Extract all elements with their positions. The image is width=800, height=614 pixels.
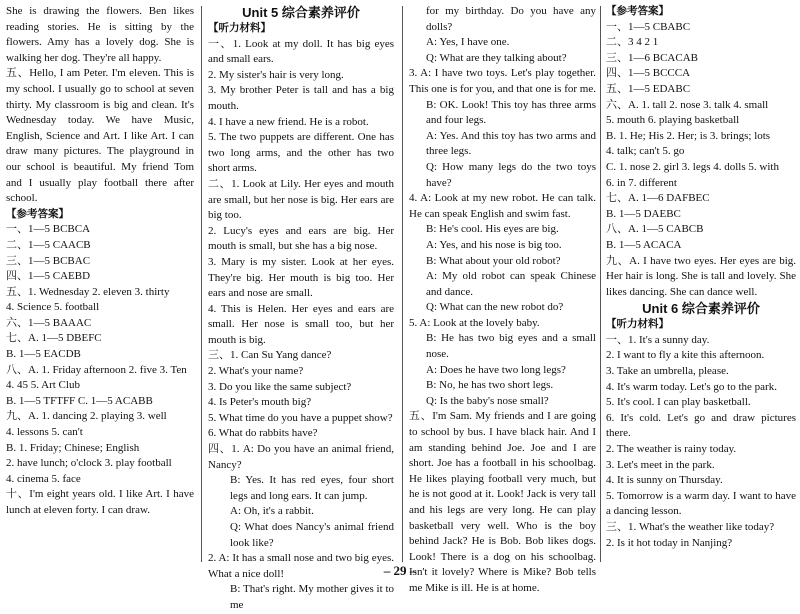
answer-line: 九、A. 1. dancing 2. playing 3. well xyxy=(6,410,167,423)
paragraph-peter: 五、Hello, I am Peter. I'm eleven. This is my school. I usually go to school at seven thirty. My classroom is big and clean. It's Wednesday today. We have Music, English, Science and Art. I like Art. I can draw many pictures. The playground in our school is beautiful. My friend Tom and I usually play football there after school. xyxy=(6,67,194,205)
dialogue-line: B: OK. Look! This toy has three arms and four legs. xyxy=(426,98,596,127)
dialogue-line: for my birthday. Do you have any dolls? xyxy=(426,5,596,33)
listening-line: 5. The two puppets are different. One has two long arms, and the other has two short arms. xyxy=(208,131,394,175)
page-number: – 29 – xyxy=(383,563,417,578)
listening-line: 2. Lucy's eyes and ears are big. Her mouth is small, but she has a big nose. xyxy=(208,224,394,253)
answer-line: 二、3 4 2 1 xyxy=(606,36,659,49)
answer-line: 一、1—5 BCBCA xyxy=(6,223,91,236)
dialogue-line: B: No, he has two short legs. xyxy=(426,379,554,392)
listening-line: 二、1. Look at Lily. Her eyes and mouth are small, but her nose is big. Her ears are big too. xyxy=(208,177,394,222)
answer-line: 九、A. I have two eyes. Her eyes are big. Her hair is long. She is tall and lovely. She likes dancing. She can dance well. xyxy=(606,254,796,298)
answer-line: C. 1. nose 2. girl 3. legs 4. dolls 5. with xyxy=(606,160,779,173)
listening-line: 3. Do you like the same subject? xyxy=(208,380,352,393)
listening-line: 一、1. It's a sunny day. xyxy=(606,333,710,346)
answer-line: 4. Science 5. football xyxy=(6,301,100,314)
answer-line: 三、1—6 BCACAB xyxy=(606,51,698,64)
dialogue-line: Q: How many legs do the two toys have? xyxy=(426,160,596,189)
answer-line: 2. have lunch; o'clock 3. play football xyxy=(6,457,172,470)
answer-line: B. 1. He; His 2. Her; is 3. brings; lots xyxy=(606,129,771,142)
listening-line: 四、1. A: Do you have an animal friend, Nancy? xyxy=(208,443,394,471)
listening-line: 4. It's warm today. Let's go to the park. xyxy=(606,380,777,393)
listening-line: 4. This is Helen. Her eyes and ears are small. Her nose is small too, but her mouth is big. xyxy=(208,302,394,346)
dialogue-line: A: Does he have two long legs? xyxy=(426,363,566,376)
listening-line: 4. It is sunny on Thursday. xyxy=(606,474,723,487)
answer-line: 一、1—5 CBABC xyxy=(606,20,691,33)
answer-line: 三、1—5 BCBAC xyxy=(6,254,91,267)
listening-line: Q: What does Nancy's animal friend look like? xyxy=(230,521,394,549)
listening-line: 三、1. Can Su Yang dance? xyxy=(208,349,332,362)
answer-line: 六、1—5 BAAAC xyxy=(6,316,92,329)
listening-line: 3. Take an umbrella, please. xyxy=(606,365,729,378)
listening-line: 3. My brother Peter is tall and has a big mouth. xyxy=(208,84,394,112)
dialogue-line: B: He has two big eyes and a small nose. xyxy=(426,332,596,361)
answer-line: 五、1—5 EDABC xyxy=(606,82,691,95)
dialogue-line: A: Yes, and his nose is big too. xyxy=(426,238,562,251)
listening-line: B: That's right. My mother gives it to me xyxy=(230,583,394,611)
answer-line: 4. talk; can't 5. go xyxy=(606,145,685,158)
listening-line: A: Oh, it's a rabbit. xyxy=(230,505,314,518)
paragraph-sam: 五、I'm Sam. My friends and I are going to school by bus. I have black hair. And I am standing behind Joe. Joe and I are short. Joe has a football in his schoolbag. He likes playing football very much, but he is not good at it. Look! Jack is very tall and his legs are very long. He can play basketball very well. Who is the boy behind Jack? He is Bob. Bob likes dogs. Look! There is a dog on his schoolbag. Isn't it lovely? Where is Mike? Bob tells me Mike is ill. He is at home. xyxy=(409,410,596,594)
listening-line: 6. It's cold. Let's go and draw pictures there. xyxy=(606,411,796,440)
column-2 xyxy=(208,4,394,614)
answer-line: 二、1—5 CAACB xyxy=(6,238,91,251)
answer-line: 十、I'm eight years old. I like Art. I have lunch at eleven forty. I can draw. xyxy=(6,488,194,516)
dialogue-line: 5. A: Look at the lovely baby. xyxy=(409,316,540,329)
listening-line: 三、1. What's the weather like today? xyxy=(606,521,775,533)
dialogue-line: A: Yes. And this toy has two arms and three legs. xyxy=(426,129,596,158)
dialogue-line: B: He's cool. His eyes are big. xyxy=(426,223,559,236)
listening-line: 5. Tomorrow is a warm day. I want to have a dancing lesson. xyxy=(606,489,796,518)
dialogue-line: B: What about your old robot? xyxy=(426,254,561,267)
listening-line: 2. My sister's hair is very long. xyxy=(208,68,344,81)
listening-heading: 【听力材料】 xyxy=(606,318,669,331)
column-1 xyxy=(6,4,194,519)
listening-line: 4. Is Peter's mouth big? xyxy=(208,396,312,409)
answer-line: B. 1—5 DAEBC xyxy=(606,207,681,220)
listening-line: 4. I have a new friend. He is a robot. xyxy=(208,115,369,128)
dialogue-line: A: My old robot can speak Chinese and dance. xyxy=(426,270,596,298)
answer-line: 五、1. Wednesday 2. eleven 3. thirty xyxy=(6,285,170,298)
listening-line: 3. Let's meet in the park. xyxy=(606,458,715,471)
paragraph-drawing: She is drawing the flowers. Ben likes reading stories. He is sitting by the flowers. Amy has a lovely dog. She is walking her dog. They're all happy. xyxy=(6,5,194,64)
answer-line: 5. mouth 6. playing basketball xyxy=(606,114,740,127)
answer-line: 4. cinema 5. face xyxy=(6,472,81,485)
listening-line: 2. I want to fly a kite this afternoon. xyxy=(606,349,765,362)
listening-line: 2. Is it hot today in Nanjing? xyxy=(606,536,733,549)
answer-line: 6. in 7. different xyxy=(606,176,677,189)
listening-line: 2. The weather is rainy today. xyxy=(606,443,737,456)
column-4 xyxy=(606,4,796,551)
listening-line: 5. It's cool. I can play basketball. xyxy=(606,396,751,409)
column-divider xyxy=(402,6,403,562)
listening-line: 6. What do rabbits have? xyxy=(208,427,318,440)
listening-line: 一、1. Look at my doll. It has big eyes and small ears. xyxy=(208,37,394,66)
listening-line: B: Yes. It has red eyes, four short legs and long ears. It can jump. xyxy=(230,474,394,502)
dialogue-line: 4. A: Look at my new robot. He can talk. He can speak English and swim fast. xyxy=(409,192,596,220)
answer-line: 4. lessons 5. can't xyxy=(6,426,83,439)
answer-line: B. 1—5 EACDB xyxy=(6,348,81,361)
unit-5-title: Unit 5 综合素养评价 xyxy=(242,5,360,20)
answer-line: B. 1—5 TFTFF C. 1—5 ACABB xyxy=(6,394,153,407)
listening-line: 3. Mary is my sister. Look at her eyes. They're big. Her mouth is big too. Her ears and nose are small. xyxy=(208,255,394,300)
answer-line: 六、A. 1. tall 2. nose 3. talk 4. small xyxy=(606,98,769,111)
answer-line: B. 1—5 ACACA xyxy=(606,238,682,251)
dialogue-line: A: Yes, I have one. xyxy=(426,36,510,49)
answer-line: 四、1—5 BCCCA xyxy=(606,67,691,80)
column-divider xyxy=(600,6,601,562)
listening-heading: 【听力材料】 xyxy=(208,22,271,34)
listening-line: 5. What time do you have a puppet show? xyxy=(208,411,393,424)
answer-line: 八、A. 1—5 CABCB xyxy=(606,223,704,236)
column-3 xyxy=(409,4,596,597)
listening-line: 2. What's your name? xyxy=(208,365,304,378)
dialogue-line: Q: What are they talking about? xyxy=(426,51,567,64)
answer-line: B. 1. Friday; Chinese; English xyxy=(6,441,140,454)
unit-6-title: Unit 6 综合素养评价 xyxy=(642,301,760,317)
dialogue-line: 3. A: I have two toys. Let's play together. This one is for you, and that one is for me. xyxy=(409,67,596,95)
answer-line: 七、A. 1—6 DAFBEC xyxy=(606,192,710,205)
answer-line: 七、A. 1—5 DBEFC xyxy=(6,332,102,345)
listening-line: 2. A: It has a small nose and two big eyes. What a nice doll! xyxy=(208,552,394,580)
answer-line: 四、1—5 CAEBD xyxy=(6,270,91,283)
dialogue-line: Q: What can the new robot do? xyxy=(426,301,564,314)
answers-heading: 【参考答案】 xyxy=(6,207,69,220)
column-divider xyxy=(201,6,202,562)
answer-line: 4. 45 5. Art Club xyxy=(6,379,80,392)
answers-heading: 【参考答案】 xyxy=(606,5,669,17)
dialogue-line: Q: Is the baby's nose small? xyxy=(426,394,549,407)
answer-line: 八、A. 1. Friday afternoon 2. five 3. Ten xyxy=(6,363,187,376)
